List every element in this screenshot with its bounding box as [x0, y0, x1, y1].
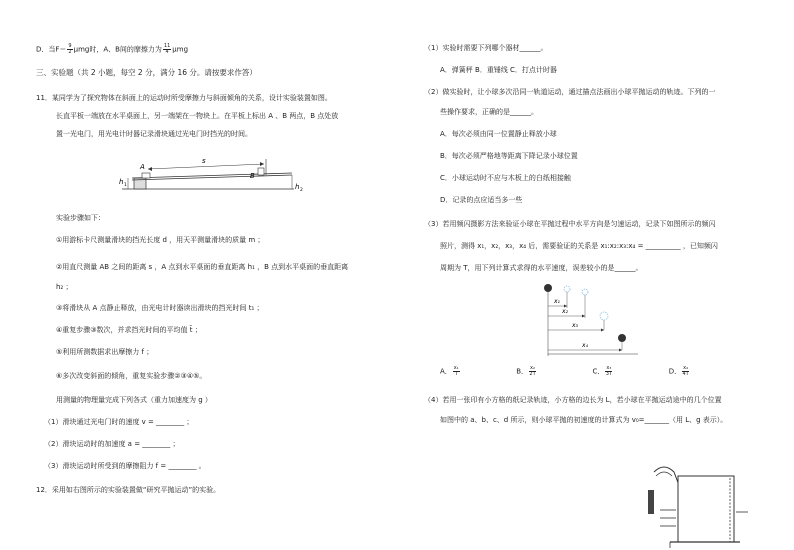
opt-d-num: x₄	[683, 365, 689, 371]
fraction-2	[163, 44, 171, 55]
apparatus-figure	[640, 462, 752, 548]
incline-figure	[118, 151, 308, 199]
option-d-suffix: μmg	[172, 45, 189, 54]
step-2b: h₂ ；	[56, 283, 73, 291]
label-h1-sub: 1	[124, 183, 127, 188]
opt-c-num: x₃	[606, 365, 612, 371]
opt-d-frac	[682, 366, 689, 377]
answer-3: （3）滑块运动时所受到的摩擦阻力 f = ________ 。	[44, 462, 206, 470]
label-x3: x₃	[572, 322, 578, 329]
step-1: ①用游标卡尺测量滑块的挡光长度 d ，用天平测量滑块的质量 m ；	[56, 236, 265, 244]
label-h2: h	[295, 183, 300, 191]
p3-line2: 照片，测得 x₁，x₂，x₃，x₄ 后，需要验证的关系是 x₁:x₂:x₃:x₄ = __________ ，已知频闪	[440, 242, 718, 250]
label-s: s	[202, 157, 206, 165]
strobe-figure	[540, 278, 640, 358]
opt-d-den: 4T	[682, 371, 689, 377]
fraction-1-den: 2	[68, 49, 72, 55]
p1: （1）实验时需要下列哪个器材______。	[424, 44, 548, 52]
step-5: ⑤利用所测数据求出摩擦力 f ；	[56, 348, 154, 356]
answer-1: （1）滑块通过光电门时的速度 v = ________ ；	[44, 418, 194, 426]
p2-option-b: B．每次必须严格地等距离下降记录小球位置	[440, 152, 578, 160]
opt-c-den: 3T	[605, 371, 612, 377]
opt-a-num: x₁	[453, 365, 459, 371]
step-6: ⑥多次改变斜面的倾角，重复实验步骤②③④⑤。	[56, 372, 207, 380]
p1-options: A．弹簧秤 B．重锤线 C．打点计时器	[440, 66, 557, 74]
opt-b-frac	[529, 366, 536, 377]
step-4: ④重复步骤③数次，并求挡光时间的平均值 t̄ ；	[56, 326, 202, 334]
fraction-2-den: 4	[165, 49, 169, 55]
label-x1: x₁	[554, 298, 560, 305]
q11-line1: 11．某同学为了探究物体在斜面上的运动时所受摩擦力与斜面倾角的关系，设计实验装置如图。	[36, 94, 332, 102]
p2-line1: （2）做实验时，让小球多次沿同一轨道运动，通过描点法画出小球平抛运动的轨迹。下列的一	[424, 88, 716, 96]
p4-line1: （4）若用一张印有小方格的纸记录轨迹，小方格的边长为 L，若小球在平抛运动途中的几个位置	[424, 396, 722, 404]
opt-b-num: x₂	[530, 365, 536, 371]
step-3: ③将滑块从 A 点静止释放，由光电计时器读出滑块的挡光时间 t₁ ；	[56, 304, 264, 312]
option-d-mid: μmg时，A、B间的摩擦力为	[73, 45, 162, 54]
steps-intro: 实验步骤如下：	[56, 214, 105, 222]
q12-stem: 12．采用如右图所示的实验装置做“研究平抛运动”的实验。	[36, 486, 221, 494]
opt-a-den: T	[454, 371, 458, 377]
opt-d	[669, 366, 743, 377]
p2-option-d: D．记录的点应适当多一些	[440, 196, 523, 204]
label-x4: x₄	[582, 342, 588, 349]
opt-b-den: 2T	[529, 371, 536, 377]
p4-line2: 如图中的 a、b、c、d 所示，则小球平抛的初速度的计算式为 v₀=_______（用 L、g 表示）。	[440, 416, 728, 424]
option-d	[36, 44, 188, 55]
p3-line1: （3）若用频闪摄影方法来验证小球在平抛过程中水平方向是匀速运动，记录下如图所示的频闪	[424, 220, 716, 228]
label-h1: h	[119, 178, 124, 186]
p3-options	[440, 366, 743, 377]
opt-d-letter: D．	[668, 367, 682, 376]
opt-c	[592, 366, 666, 377]
opt-a-frac	[453, 366, 460, 377]
label-h2-sub: 2	[300, 188, 303, 193]
label-x2: x₂	[562, 308, 568, 315]
answer-2: （2）滑块运动时的加速度 a = ________ ；	[44, 440, 180, 448]
section-header: 三、实验题（共 2 小题，每空 2 分，满分 16 分。请按要求作答）	[36, 68, 257, 77]
step-2a: ②用直尺测量 AB 之间的距离 s ，A 点到水平桌面的垂直距离 h₁ ，B 点到水平桌面的垂直距离	[56, 263, 349, 271]
fraction-1-num: 9	[68, 43, 72, 49]
opt-a	[440, 366, 514, 377]
fraction-1	[67, 44, 72, 55]
p3-line3: 周期为 T，用下列计算式求得的水平速度，误差较小的是______。	[440, 264, 643, 272]
opt-b-letter: B．	[516, 367, 529, 376]
p2-option-a: A．每次必须由同一位置静止释放小球	[440, 130, 557, 138]
opt-a-letter: A．	[440, 367, 452, 376]
opt-c-frac	[605, 366, 612, 377]
label-a: A	[140, 163, 145, 171]
q11-line3: 置一光电门，用光电计时器记录滑块通过光电门时挡光的时间。	[56, 130, 252, 138]
opt-b	[516, 366, 590, 377]
fraction-2-num: 11	[163, 43, 171, 49]
opt-c-letter: C．	[592, 367, 605, 376]
q11-line2: 长直平板一端放在水平桌面上，另一端架在一物块上。在平板上标出 A 、B 两点，B 点处放	[56, 112, 339, 120]
answer-intro: 用测量的物理量完成下列各式（重力加速度为 g ）	[56, 396, 212, 404]
option-d-prefix: D．当F＝	[36, 45, 67, 54]
p2-option-c: C．小球运动时不应与木板上的白纸相接触	[440, 174, 571, 182]
p2-line2: 些操作要求，正确的是______。	[440, 108, 538, 116]
label-b: B	[250, 172, 255, 180]
